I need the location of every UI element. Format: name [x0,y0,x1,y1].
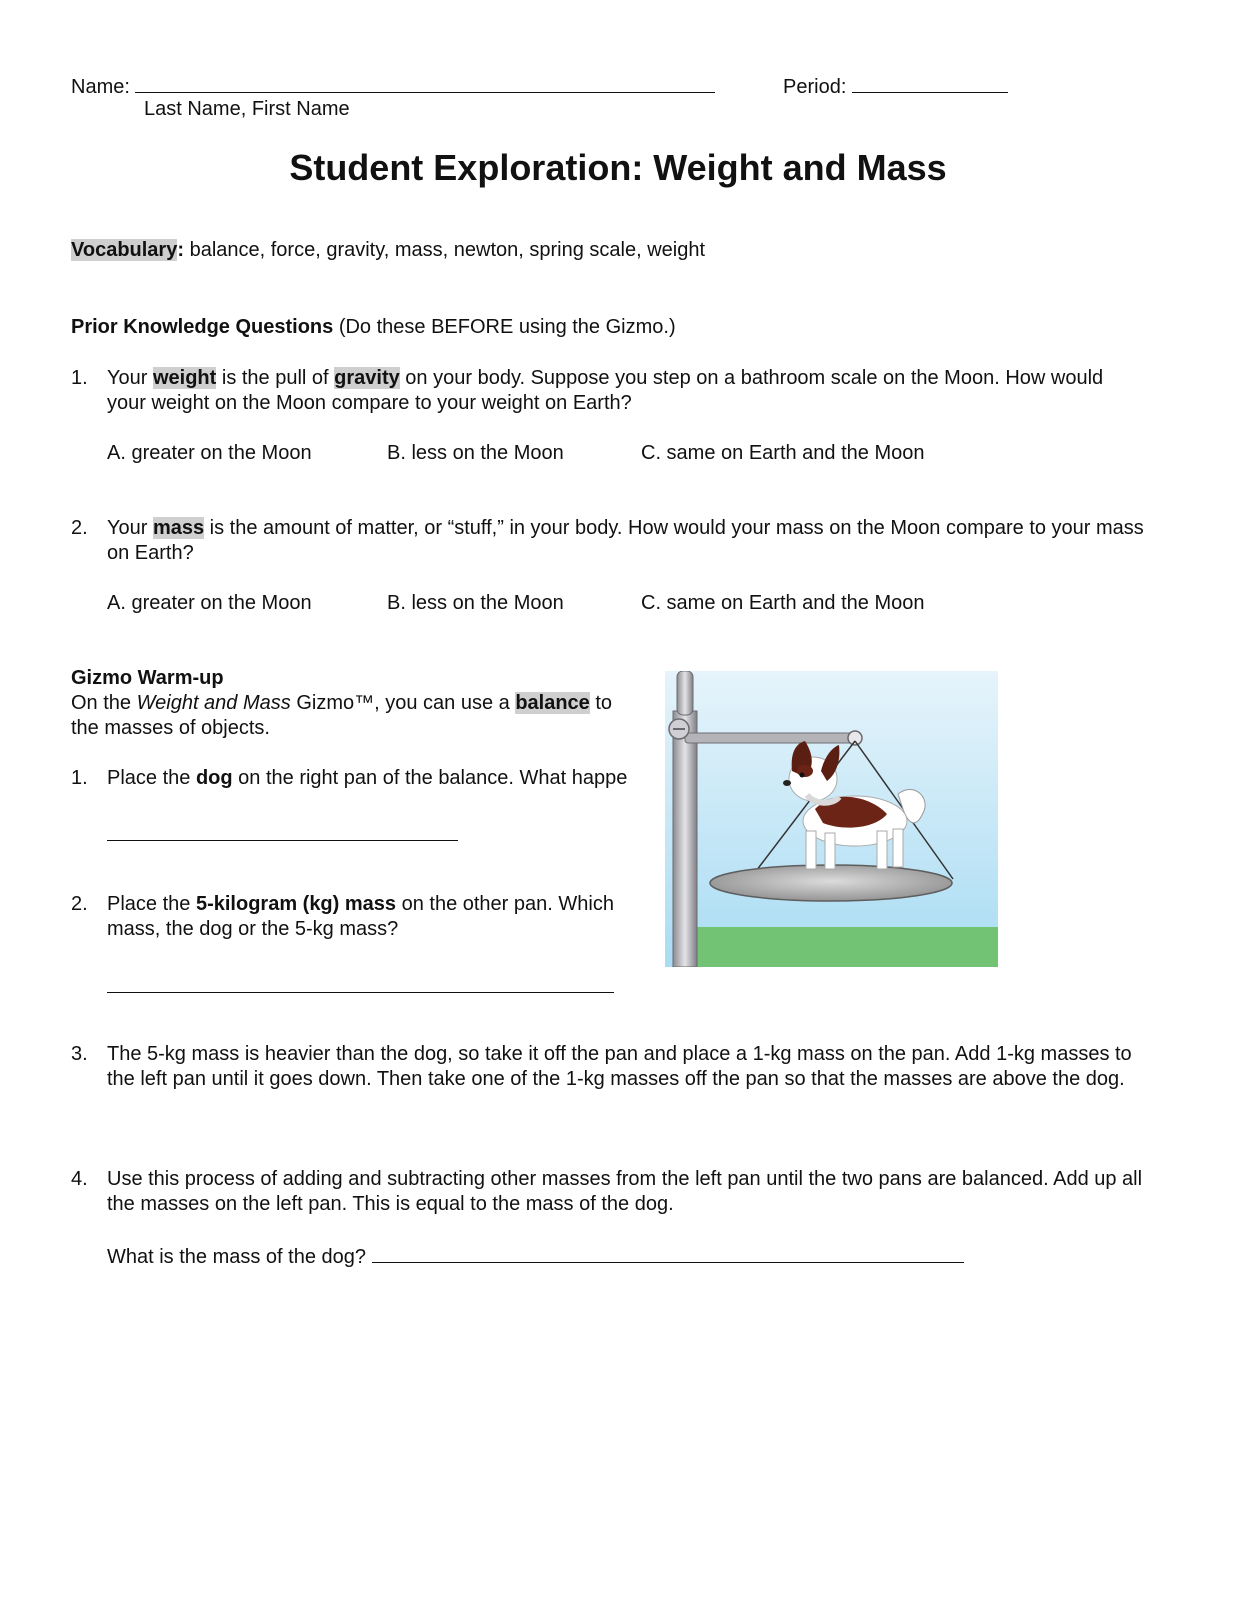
balance-hook [848,731,862,745]
warmup-gizmo-name: Weight and Mass [136,692,291,714]
wu-q1-answer-line[interactable] [107,820,458,841]
pk-q1-text-c: on your body. Suppose you step on a bathroom scale on the Moon. How would your weight on the Moon compare to your weight on Earth? [107,367,1104,414]
period-row [783,72,1008,100]
grass-ground [695,927,998,967]
wu-q2-answer-line[interactable] [107,972,614,993]
wu-q2-number: 2. [71,893,88,915]
pk-q1-choice-c[interactable]: C. same on Earth and the Moon [641,442,925,464]
wu-q4-answer-line[interactable] [372,1242,964,1263]
pk-q2-choice-a[interactable]: A. greater on the Moon [107,592,312,614]
wu-q1-term-dog: dog [195,767,233,789]
pk-q1-term-gravity: gravity [334,367,400,389]
vocabulary-colon: : [177,239,185,261]
pk-q2-choice-b[interactable]: B. less on the Moon [387,592,564,614]
warmup-intro-c: to [589,692,613,714]
pk-q2-number: 2. [71,517,88,539]
balance-dog-illustration [665,671,998,967]
wu-q1-number: 1. [71,767,88,789]
pk-q1-text-a: Your [107,367,153,389]
balance-pole-top [677,671,693,715]
vocabulary-terms: balance, force, gravity, mass, newton, spring scale, weight [184,239,706,261]
pk-q2-choice-c[interactable]: C. same on Earth and the Moon [641,592,925,614]
prior-knowledge-heading-line [71,315,676,340]
name-sublabel: Last Name, First Name [144,98,350,120]
warmup-heading: Gizmo Warm-up [71,667,224,689]
warmup-intro-line2: the masses of objects. [71,717,270,739]
name-input-line[interactable] [135,72,715,93]
pk-q2-text-a: Your [107,517,153,539]
pk-q1-choice-b[interactable]: B. less on the Moon [387,442,564,464]
pk-q2-text [107,516,1147,566]
wu-q2-text-b: on the other pan. Which [396,893,614,915]
wu-q1-text-a: Place the [107,767,196,789]
pk-q1-number: 1. [71,367,88,389]
prior-knowledge-note: (Do these BEFORE using the Gizmo.) [333,316,676,338]
vocabulary-label: Vocabulary [71,239,178,261]
wu-q4-number: 4. [71,1168,88,1190]
wu-q2-text-a: Place the [107,893,196,915]
wu-q3-text: The 5-kg mass is heavier than the dog, so take it off the pan and place a 1-kg mass on the pan. Add 1-kg masses to the left pan until it goes down. Then take one of the 1-kg masses off the pan so that the masses are above the dog. [107,1043,1132,1090]
warmup-intro-b: Gizmo™, you can use a [290,692,516,714]
warmup-intro-line1 [71,691,665,716]
wu-q1-text-b: on the right pan of the balance. What happe [232,767,628,789]
vocabulary-line [71,238,705,263]
wu-q4-text: Use this process of adding and subtracting other masses from the left pan until the two pans are balanced. Add up all the masses on the left pan. This is equal to the mass of the dog. [107,1168,1143,1215]
pk-q1-text-b: is the pull of [216,367,335,389]
pk-q2-text-b: is the amount of matter, or “stuff,” in your body. How would your mass on the Moon compare to your mass on Earth? [107,517,1144,564]
wu-q4-question-row [107,1242,964,1270]
wu-q1-text [107,766,665,791]
name-row [71,72,715,100]
pk-q1-term-weight: weight [152,367,217,389]
warmup-term-balance: balance [515,692,590,714]
pk-q1-text [107,366,1147,416]
wu-q2-text [107,892,665,917]
page-title: Student Exploration: Weight and Mass [289,147,947,188]
pk-q2-term-mass: mass [152,517,205,539]
balance-pole [673,711,697,967]
period-input-line[interactable] [852,72,1008,93]
pk-q1-choice-a[interactable]: A. greater on the Moon [107,442,312,464]
wu-q2-text-line2: mass, the dog or the 5-kg mass? [107,918,399,940]
wu-q4-question: What is the mass of the dog? [107,1246,367,1268]
wu-q2-term-5kg-mass: 5-kilogram (kg) mass [195,893,397,915]
warmup-intro-a: On the [71,692,137,714]
balance-beam [685,733,861,743]
period-label: Period: [783,76,847,98]
balance-pan [710,865,952,901]
wu-q3-number: 3. [71,1043,88,1065]
name-label: Name: [71,76,130,98]
prior-knowledge-heading: Prior Knowledge Questions [71,316,334,338]
